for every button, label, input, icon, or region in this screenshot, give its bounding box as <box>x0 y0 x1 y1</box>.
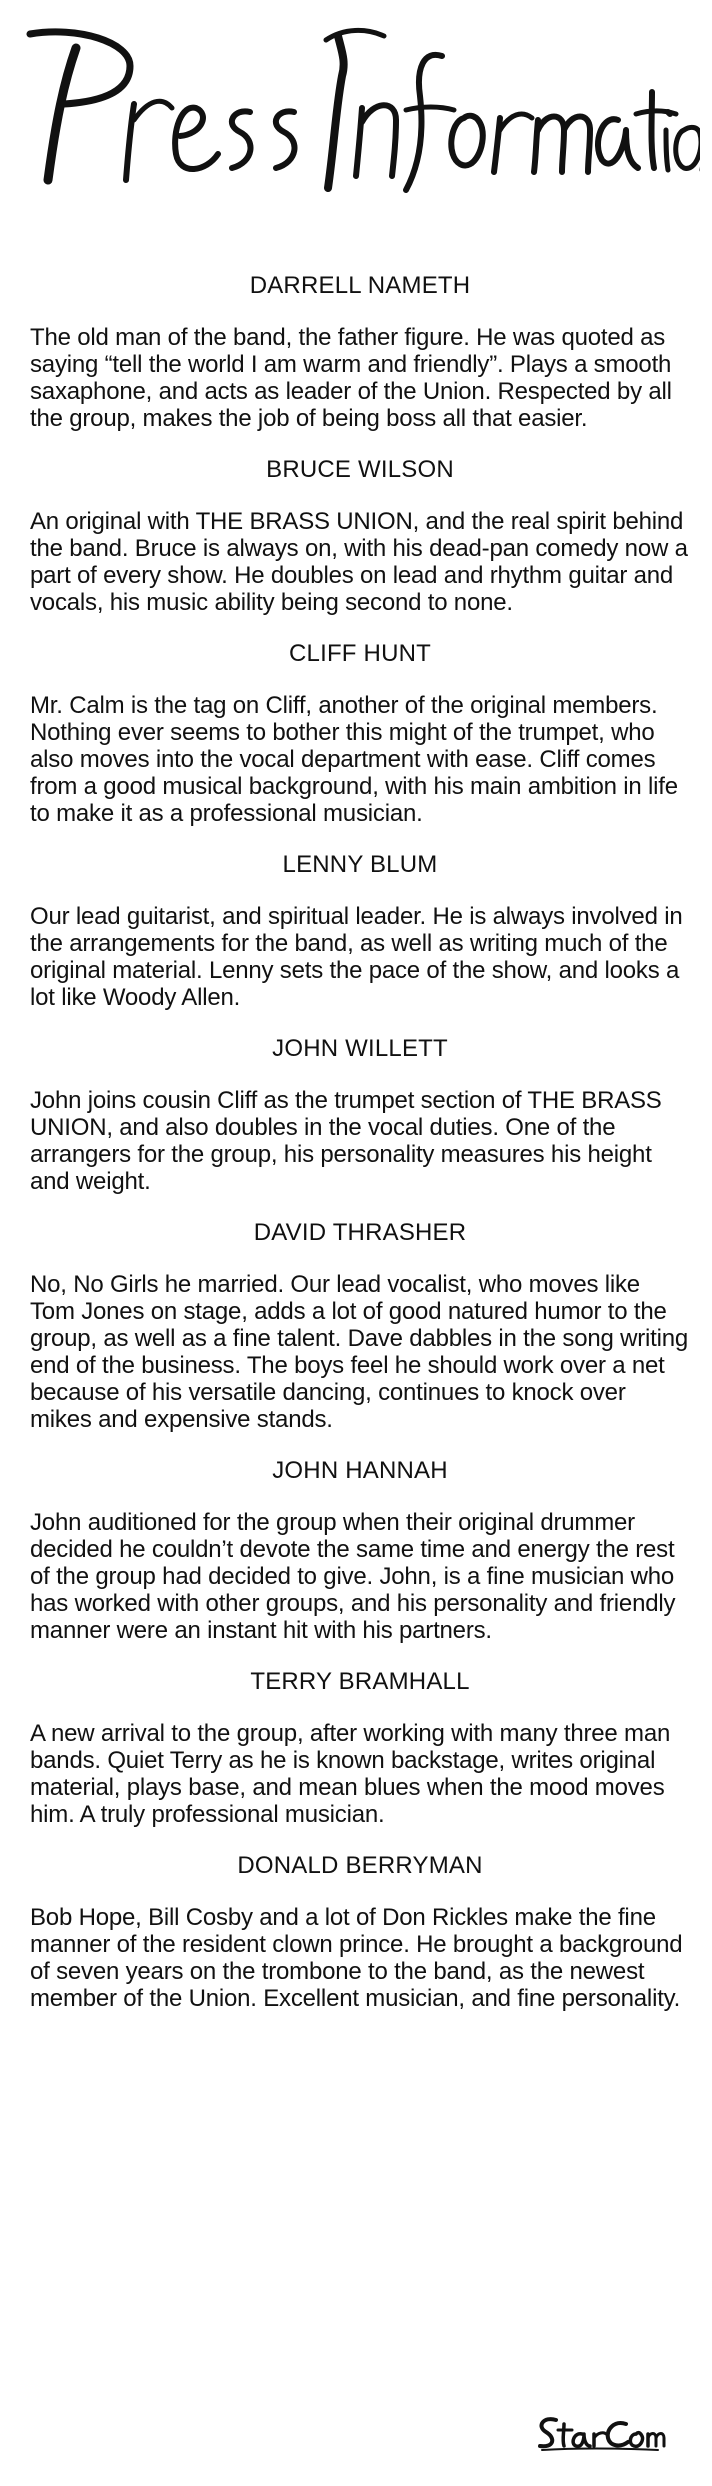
member-bio: Our lead guitarist, and spiritual leader. He is always involved in the arrangements for the band, as well as writing much of the original material. Lenny sets the pace of the show, and looks a lot like Woody Allen. <box>30 903 683 1011</box>
member-john-hannah <box>30 1457 690 1644</box>
member-lenny-blum <box>30 851 690 1011</box>
member-bio: Bob Hope, Bill Cosby and a lot of Don Rickles make the fine manner of the resident clown prince. He brought a background of seven years on the trombone to the band, as the newest member of the Union. Excellent musician, and fine personality. <box>30 1904 683 2012</box>
member-david-thrasher <box>30 1219 690 1433</box>
member-terry-bramhall <box>30 1668 690 1828</box>
member-darrell-nameth <box>30 272 690 432</box>
member-name: TERRY BRAMHALL <box>250 1668 470 1695</box>
member-name: JOHN WILLETT <box>272 1035 448 1062</box>
member-name: DARRELL NAMETH <box>249 272 471 299</box>
member-john-willett <box>30 1035 690 1195</box>
member-bio: The old man of the band, the father figure. He was quoted as saying “tell the world I am warm and friendly”. Plays a smooth saxaphone, and acts as leader of the Union. Respected by all the group, makes the job of being boss all that easier. <box>30 324 672 432</box>
member-name: CLIFF HUNT <box>289 640 431 667</box>
member-bio: An original with THE BRASS UNION, and the real spirit behind the band. Bruce is always on, with his dead-pan comedy now a part of every show. He doubles on lead and rhythm guitar and vocals, his music ability being second to none. <box>30 508 688 616</box>
member-donald-berryman <box>30 1852 690 2012</box>
member-bio: John auditioned for the group when their original drummer decided he couldn’t devote the same time and energy the rest of the group had decided to give. John, is a fine musician who has worked with other groups, and his personality and friendly manner were an instant hit with his partners. <box>30 1509 676 1644</box>
member-name: LENNY BLUM <box>282 851 438 878</box>
member-cliff-hunt <box>30 640 690 827</box>
member-bio: John joins cousin Cliff as the trumpet section of THE BRASS UNION, and also doubles in the vocal duties. One of the arrangers for the group, his personality measures his height and weight. <box>30 1087 662 1195</box>
starcom-signature <box>534 2412 666 2452</box>
member-bio: Mr. Calm is the tag on Cliff, another of the original members. Nothing ever seems to bother this might of the trumpet, who also moves into the vocal department with ease. Cliff comes from a good musical background, with his main ambition in life to make it as a professional musician. <box>30 692 678 827</box>
member-name: DONALD BERRYMAN <box>237 1852 483 1879</box>
press-information-logo <box>12 22 700 202</box>
member-bio: A new arrival to the group, after working with many three man bands. Quiet Terry as he is known backstage, writes original material, plays base, and mean blues when the mood moves him. A truly professional musician. <box>30 1720 671 1828</box>
member-bio: No, No Girls he married. Our lead vocalist, who moves like Tom Jones on stage, adds a lot of good natured humor to the group, as well as a fine talent. Dave dabbles in the song writing end of the business. The boys feel he should work over a net because of his versatile dancing, continues to knock over mikes and expensive stands. <box>30 1271 689 1433</box>
member-name: JOHN HANNAH <box>272 1457 448 1484</box>
member-name: DAVID THRASHER <box>253 1219 467 1246</box>
press-biographies <box>30 272 690 2036</box>
member-name: BRUCE WILSON <box>266 456 454 483</box>
member-bruce-wilson <box>30 456 690 616</box>
